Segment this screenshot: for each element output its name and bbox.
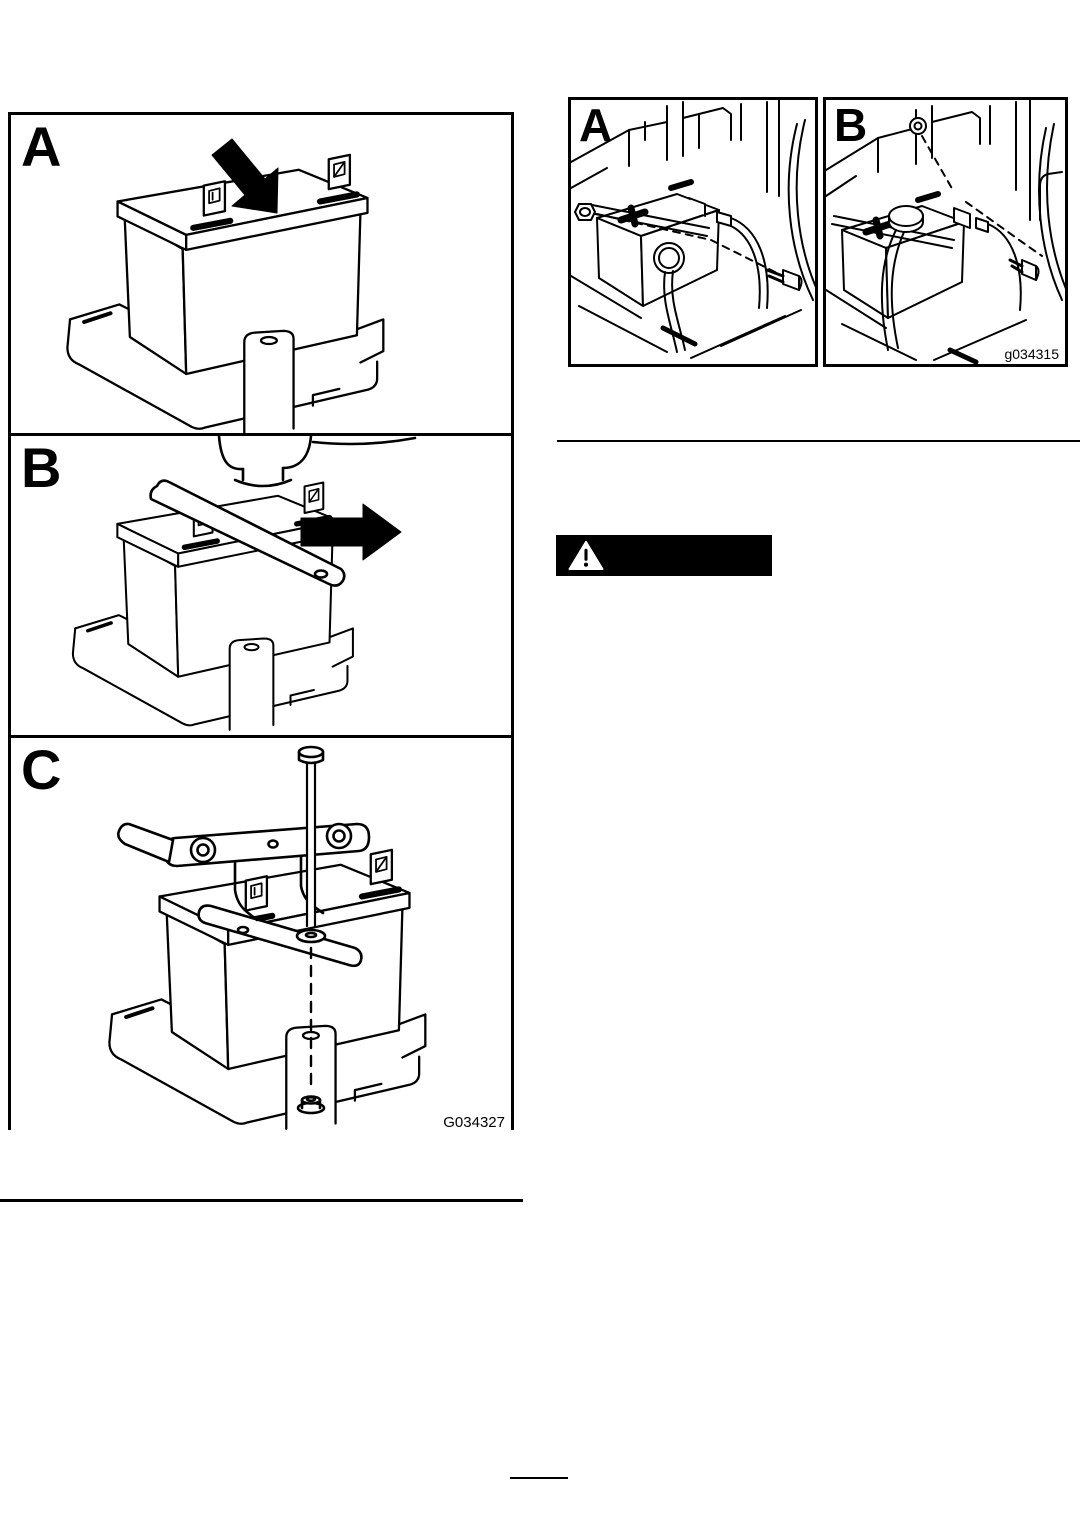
figure-code: g034315 bbox=[1004, 345, 1059, 362]
install-panel-a bbox=[11, 115, 511, 433]
figure-cables-panel-a bbox=[568, 97, 818, 367]
warning-triangle-icon bbox=[568, 540, 604, 571]
left-section-divider-rule bbox=[0, 1199, 523, 1202]
install-panel-b bbox=[11, 433, 511, 735]
install-panel-c bbox=[11, 735, 511, 1133]
warning-banner bbox=[556, 535, 772, 576]
cables-panel-a-label: A bbox=[579, 99, 613, 151]
figure-battery-install bbox=[8, 112, 514, 1130]
cables-panel-b-label: B bbox=[834, 99, 868, 151]
section-divider-rule bbox=[557, 440, 1080, 442]
panel-c-label: C bbox=[21, 738, 62, 801]
figure-code: G034327 bbox=[443, 1113, 505, 1131]
footer-rule bbox=[510, 1477, 568, 1479]
battery-bracket-illustration bbox=[11, 738, 511, 1130]
panel-a-label: A bbox=[21, 115, 62, 178]
figure-cables-panel-b bbox=[823, 97, 1068, 367]
panel-b-label: B bbox=[21, 436, 62, 499]
battery-rod-illustration bbox=[11, 436, 511, 732]
battery-place-illustration bbox=[11, 115, 511, 433]
